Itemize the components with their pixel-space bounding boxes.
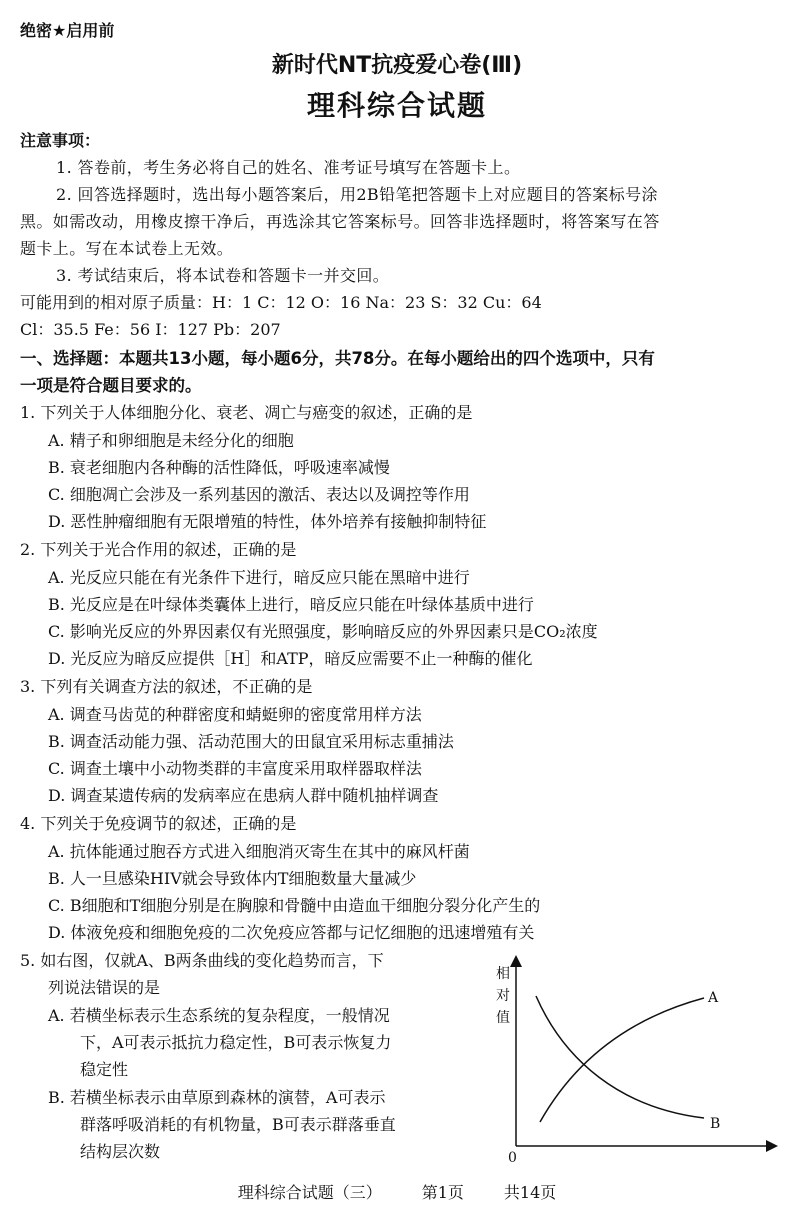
y-axis-label-char: 相 xyxy=(496,966,510,982)
question-option: B. 调查活动能力强、活动范围大的田鼠宜采用标志重捕法 xyxy=(48,732,454,751)
y-axis-label-char: 对 xyxy=(496,988,510,1004)
atomic-masses: Cl：35.5 Fe：56 I：127 Pb：207 xyxy=(20,320,281,339)
question-option: D. 调查某遗传病的发病率应在患病人群中随机抽样调查 xyxy=(48,786,439,805)
confidential-mark: 绝密★启用前 xyxy=(20,21,115,40)
notice-item: 题卡上。写在本试卷上无效。 xyxy=(20,239,234,258)
notice-item: 1. 答卷前，考生务必将自己的姓名、准考证号填写在答题卡上。 xyxy=(56,158,521,177)
section-heading: 一、选择题：本题共13小题，每小题6分，共78分。在每小题给出的四个选项中，只有 xyxy=(20,349,655,368)
notice-item: 3. 考试结束后，将本试卷和答题卡一并交回。 xyxy=(56,266,390,285)
question-option: C. 细胞凋亡会涉及一系列基因的激活、表达以及调控等作用 xyxy=(48,485,470,504)
question-stem: 列说法错误的是 xyxy=(48,978,161,997)
question-stem: 2. 下列关于光合作用的叙述，正确的是 xyxy=(20,540,297,559)
notice-item: 黑。如需改动，用橡皮擦干净后，再选涂其它答案标号。回答非选择题时，将答案写在答 xyxy=(20,212,660,231)
question-option: D. 体液免疫和细胞免疫的二次免疫应答都与记忆细胞的迅速增殖有关 xyxy=(48,923,535,942)
question-option: C. 影响光反应的外界因素仅有光照强度，影响暗反应的外界因素只是CO₂浓度 xyxy=(48,622,598,641)
question-option: A. 光反应只能在有光条件下进行，暗反应只能在黑暗中进行 xyxy=(48,568,470,587)
question-option: C. B细胞和T细胞分别是在胸腺和骨髓中由造血干细胞分裂分化产生的 xyxy=(48,896,541,915)
exam-subtitle: 理科综合试题 xyxy=(306,89,487,122)
question-option: B. 若横坐标表示由草原到森林的演替，A可表示 xyxy=(48,1088,386,1107)
question-stem: 5. 如右图，仅就A、B两条曲线的变化趋势而言，下 xyxy=(20,951,384,970)
question-option: 结构层次数 xyxy=(80,1142,161,1161)
question-option: D. 光反应为暗反应提供［H］和ATP，暗反应需要不止一种酶的催化 xyxy=(48,649,533,668)
question-option: A. 调查马齿苋的种群密度和蜻蜓卵的密度常用样方法 xyxy=(48,705,422,724)
curve-a xyxy=(540,998,704,1122)
question-option: B. 衰老细胞内各种酶的活性降低，呼吸速率减慢 xyxy=(48,458,390,477)
question-option: 稳定性 xyxy=(80,1060,129,1079)
question-option: A. 精子和卵细胞是未经分化的细胞 xyxy=(48,431,294,450)
curve-b xyxy=(536,996,704,1118)
curve-b-label: B xyxy=(710,1116,721,1132)
q5-curve-graph xyxy=(490,950,780,1170)
question-option: D. 恶性肿瘤细胞有无限增殖的特性，体外培养有接触抑制特征 xyxy=(48,512,487,531)
notice-heading: 注意事项： xyxy=(20,131,101,150)
curve-a-label: A xyxy=(708,990,719,1006)
question-option: B. 人一旦感染HIV就会导致体内T细胞数量大量减少 xyxy=(48,869,417,888)
origin-label: 0 xyxy=(508,1150,517,1166)
footer-page: 第1页 xyxy=(421,1183,464,1202)
section-heading: 一项是符合题目要求的。 xyxy=(20,376,202,395)
y-axis-label-char: 值 xyxy=(496,1010,510,1026)
footer-total: 共14页 xyxy=(503,1183,557,1202)
question-stem: 3. 下列有关调查方法的叙述，不正确的是 xyxy=(20,677,313,696)
question-option: A. 若横坐标表示生态系统的复杂程度，一般情况 xyxy=(48,1006,390,1025)
question-option: 下，A可表示抵抗力稳定性，B可表示恢复力 xyxy=(80,1033,392,1052)
notice-item: 2. 回答选择题时，选出每小题答案后，用2B铅笔把答题卡上对应题目的答案标号涂 xyxy=(56,185,658,204)
question-option: A. 抗体能通过胞吞方式进入细胞消灭寄生在其中的麻风杆菌 xyxy=(48,842,470,861)
question-stem: 1. 下列关于人体细胞分化、衰老、凋亡与癌变的叙述，正确的是 xyxy=(20,403,473,422)
question-option: 群落呼吸消耗的有机物量，B可表示群落垂直 xyxy=(80,1115,396,1134)
footer-title: 理科综合试题（三） xyxy=(237,1183,382,1202)
question-stem: 4. 下列关于免疫调节的叙述，正确的是 xyxy=(20,814,297,833)
atomic-masses: 可能用到的相对原子质量：H：1 C：12 O：16 Na：23 S：32 Cu：64 xyxy=(20,293,542,312)
exam-title: 新时代NT抗疫爱心卷(Ⅲ) xyxy=(271,53,523,78)
question-option: C. 调查土壤中小动物类群的丰富度采用取样器取样法 xyxy=(48,759,422,778)
question-option: B. 光反应是在叶绿体类囊体上进行，暗反应只能在叶绿体基质中进行 xyxy=(48,595,534,614)
page-footer xyxy=(0,1180,794,1203)
